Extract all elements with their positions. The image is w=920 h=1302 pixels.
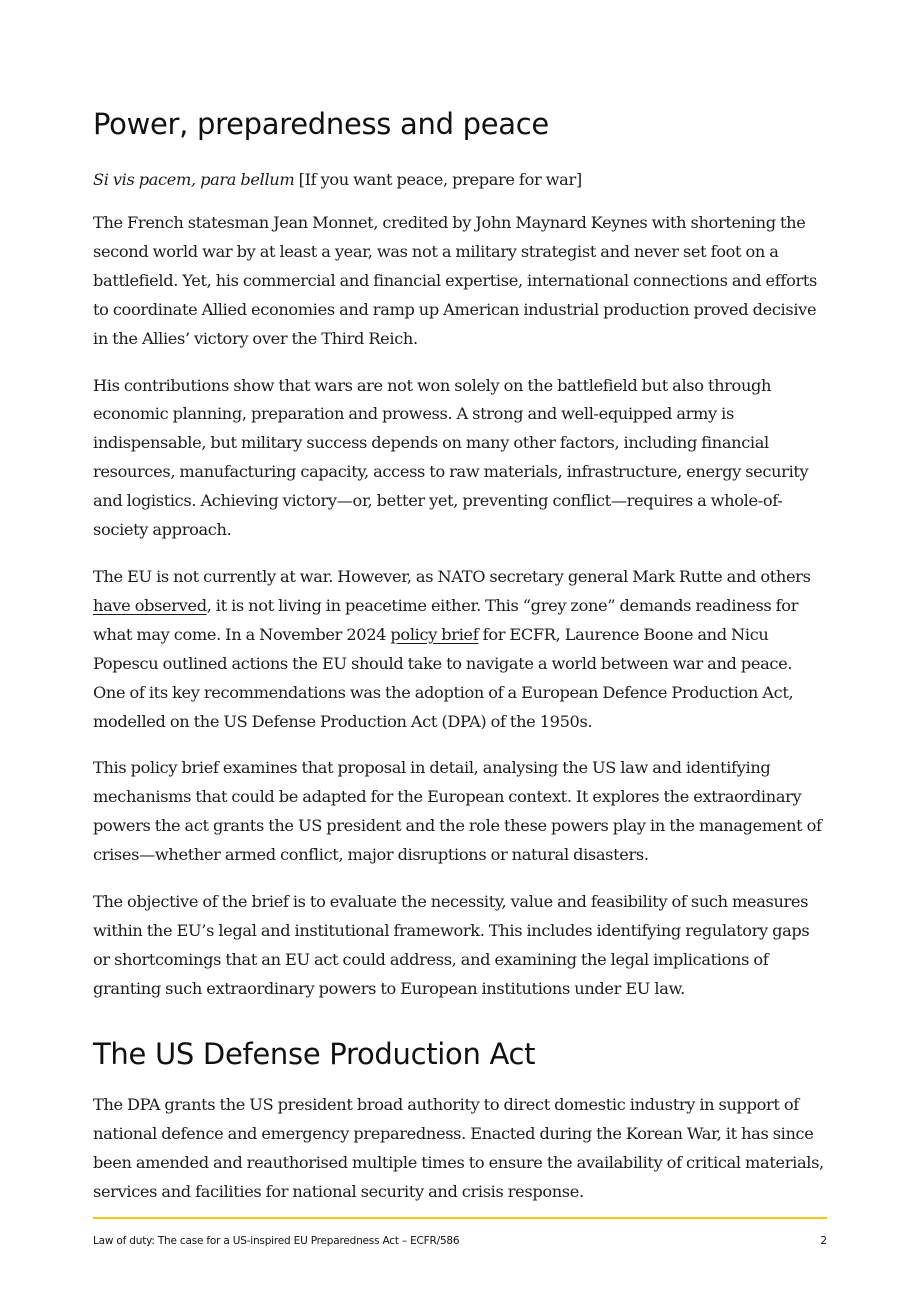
p3-text-b: , it is not living in peacetime either. This “grey zone” demands readiness for what may come. In a November 2024: [93, 595, 799, 644]
motto: [93, 166, 582, 195]
paragraph-objective: The objective of the brief is to evaluate the necessity, value and feasibility of such measures within the EU’s legal and institutional framework. This includes identifying regulatory gaps or shortcomings that an EU act could address, and examining the legal implications of granting such extraordinary powers to European institutions under EU law.: [93, 892, 810, 998]
section-heading-dpa: The US Defense Production Act: [93, 1037, 536, 1071]
motto-translation: [If you want peace, prepare for war]: [294, 170, 582, 189]
paragraph-monnet: The French statesman Jean Monnet, credited by John Maynard Keynes with shortening the second world war by at least a year, was not a military strategist and never set foot on a battlefield. Yet, his commercial and financial expertise, international connections and efforts to coordinate Allied economies and ramp up American industrial production proved decisive in the Allies’ victory over the Third Reich.: [93, 213, 817, 348]
paragraph-grey-zone: [93, 563, 828, 736]
section1-body: [93, 209, 828, 1022]
motto-latin: Si vis pacem, para bellum: [93, 170, 295, 189]
p3-text-a: The EU is not currently at war. However, as NATO secretary general Mark Rutte and others: [93, 566, 811, 586]
policy-brief-link[interactable]: policy brief: [390, 624, 479, 644]
paragraph-dpa: The DPA grants the US president broad authority to direct domestic industry in support of national defence and emergency preparedness. Enacted during the Korean War, it has since been amended and reauthorised multiple times to ensure the availability of critical materials, services and facilities for national security and crisis response.: [93, 1095, 824, 1201]
section-heading-power-preparedness: Power, preparedness and peace: [93, 107, 549, 141]
page-number: 2: [820, 1235, 827, 1247]
section2-body: [93, 1091, 828, 1225]
footer-title: Law of duty: The case for a US-inspired EU Preparedness Act – ECFR/586: [93, 1235, 460, 1247]
paragraph-examines: This policy brief examines that proposal in detail, analysing the US law and identifying mechanisms that could be adapted for the European context. It explores the extraordinary powers the act grants the US president and the role these powers play in the management of crises—whether armed conflict, major disruptions or natural disasters.: [93, 758, 822, 865]
footer-divider: [93, 1217, 827, 1219]
p3-text-c: for ECFR, Laurence Boone and Nicu Popescu outlined actions the EU should take to navigate a world between war and peace. One of its key recommendations was the adoption of a European Defence Production Act, modelled on the US Defense Production Act (DPA) of the 1950s.: [93, 624, 794, 731]
paragraph-contributions: His contributions show that wars are not won solely on the battlefield but also through economic planning, preparation and prowess. A strong and well-equipped army is indispensable, but military success depends on many other factors, including financial resources, manufacturing capacity, access to raw materials, infrastructure, energy security and logistics. Achieving victory—or, better yet, preventing conflict—requires a whole-of-society approach.: [93, 375, 809, 540]
have-observed-link[interactable]: have observed: [93, 595, 207, 615]
